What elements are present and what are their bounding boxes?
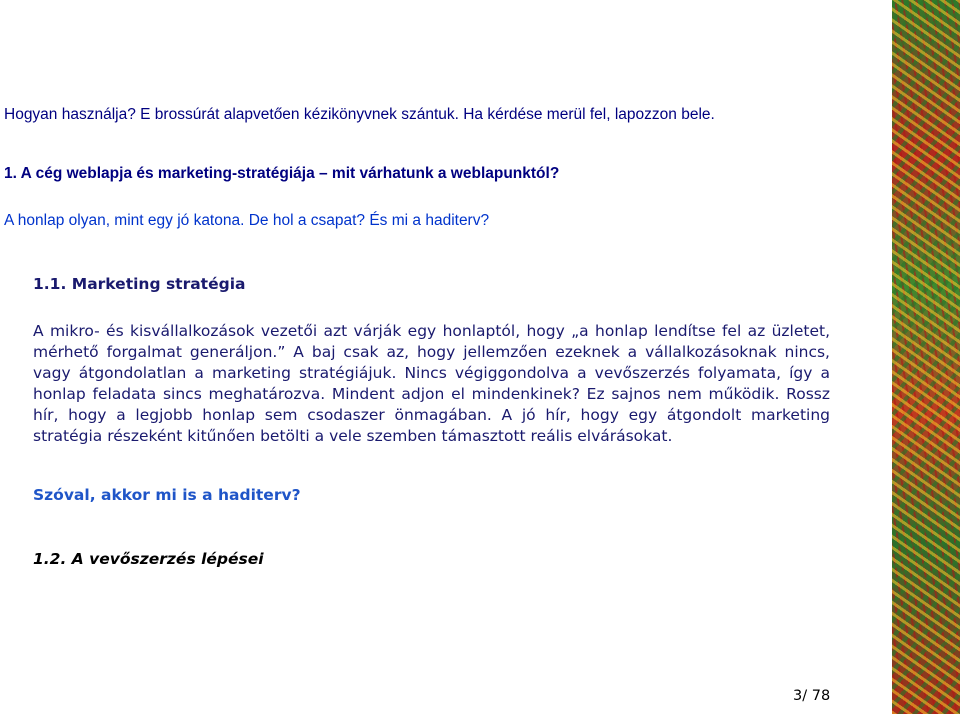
body-paragraph: A mikro- és kisvállalkozások vezetői azt várják egy honlaptól, hogy „a honlap lendítse fel az üzletet, mérhető forgalmat generáljon.” A baj csak az, hogy jellemzően ezeknek a vállalkozásoknak nincs, vagy átgondolatlan a marketing stratégiájuk. Nincs végiggondolva a vevőszerzés folyamata, így a honlap feladata sincs meghatározva. Mindent adjon el mindenkinek? Ez sajnos nem működik. Rossz hír, hogy a legjobb honlap sem csodaszer önmagában. A jó hír, hogy egy átgondolt marketing stratégia részeként kitűnően betölti a vele szemben támasztott reális elvárásokat. <box>33 322 830 445</box>
section-heading-1-1 <box>33 275 245 293</box>
section-number: 1.1. <box>33 275 67 293</box>
decorative-side-artwork <box>892 0 960 714</box>
section-heading-1-2: 1.2. A vevőszerzés lépései <box>33 550 264 568</box>
intro-text: Hogyan használja? E brossúrát alapvetően kézikönyvnek szántuk. Ha kérdése merül fel, lapozzon bele. <box>4 106 715 123</box>
chapter-heading: 1. A cég weblapja és marketing-stratégiája – mit várhatunk a weblapunktól? <box>4 165 560 182</box>
chapter-subtitle: A honlap olyan, mint egy jó katona. De hol a csapat? És mi a haditerv? <box>4 212 490 229</box>
section-title: Marketing stratégia <box>71 275 246 293</box>
question-heading: Szóval, akkor mi is a haditerv? <box>33 486 301 504</box>
page-number: 3/ 78 <box>793 688 831 704</box>
